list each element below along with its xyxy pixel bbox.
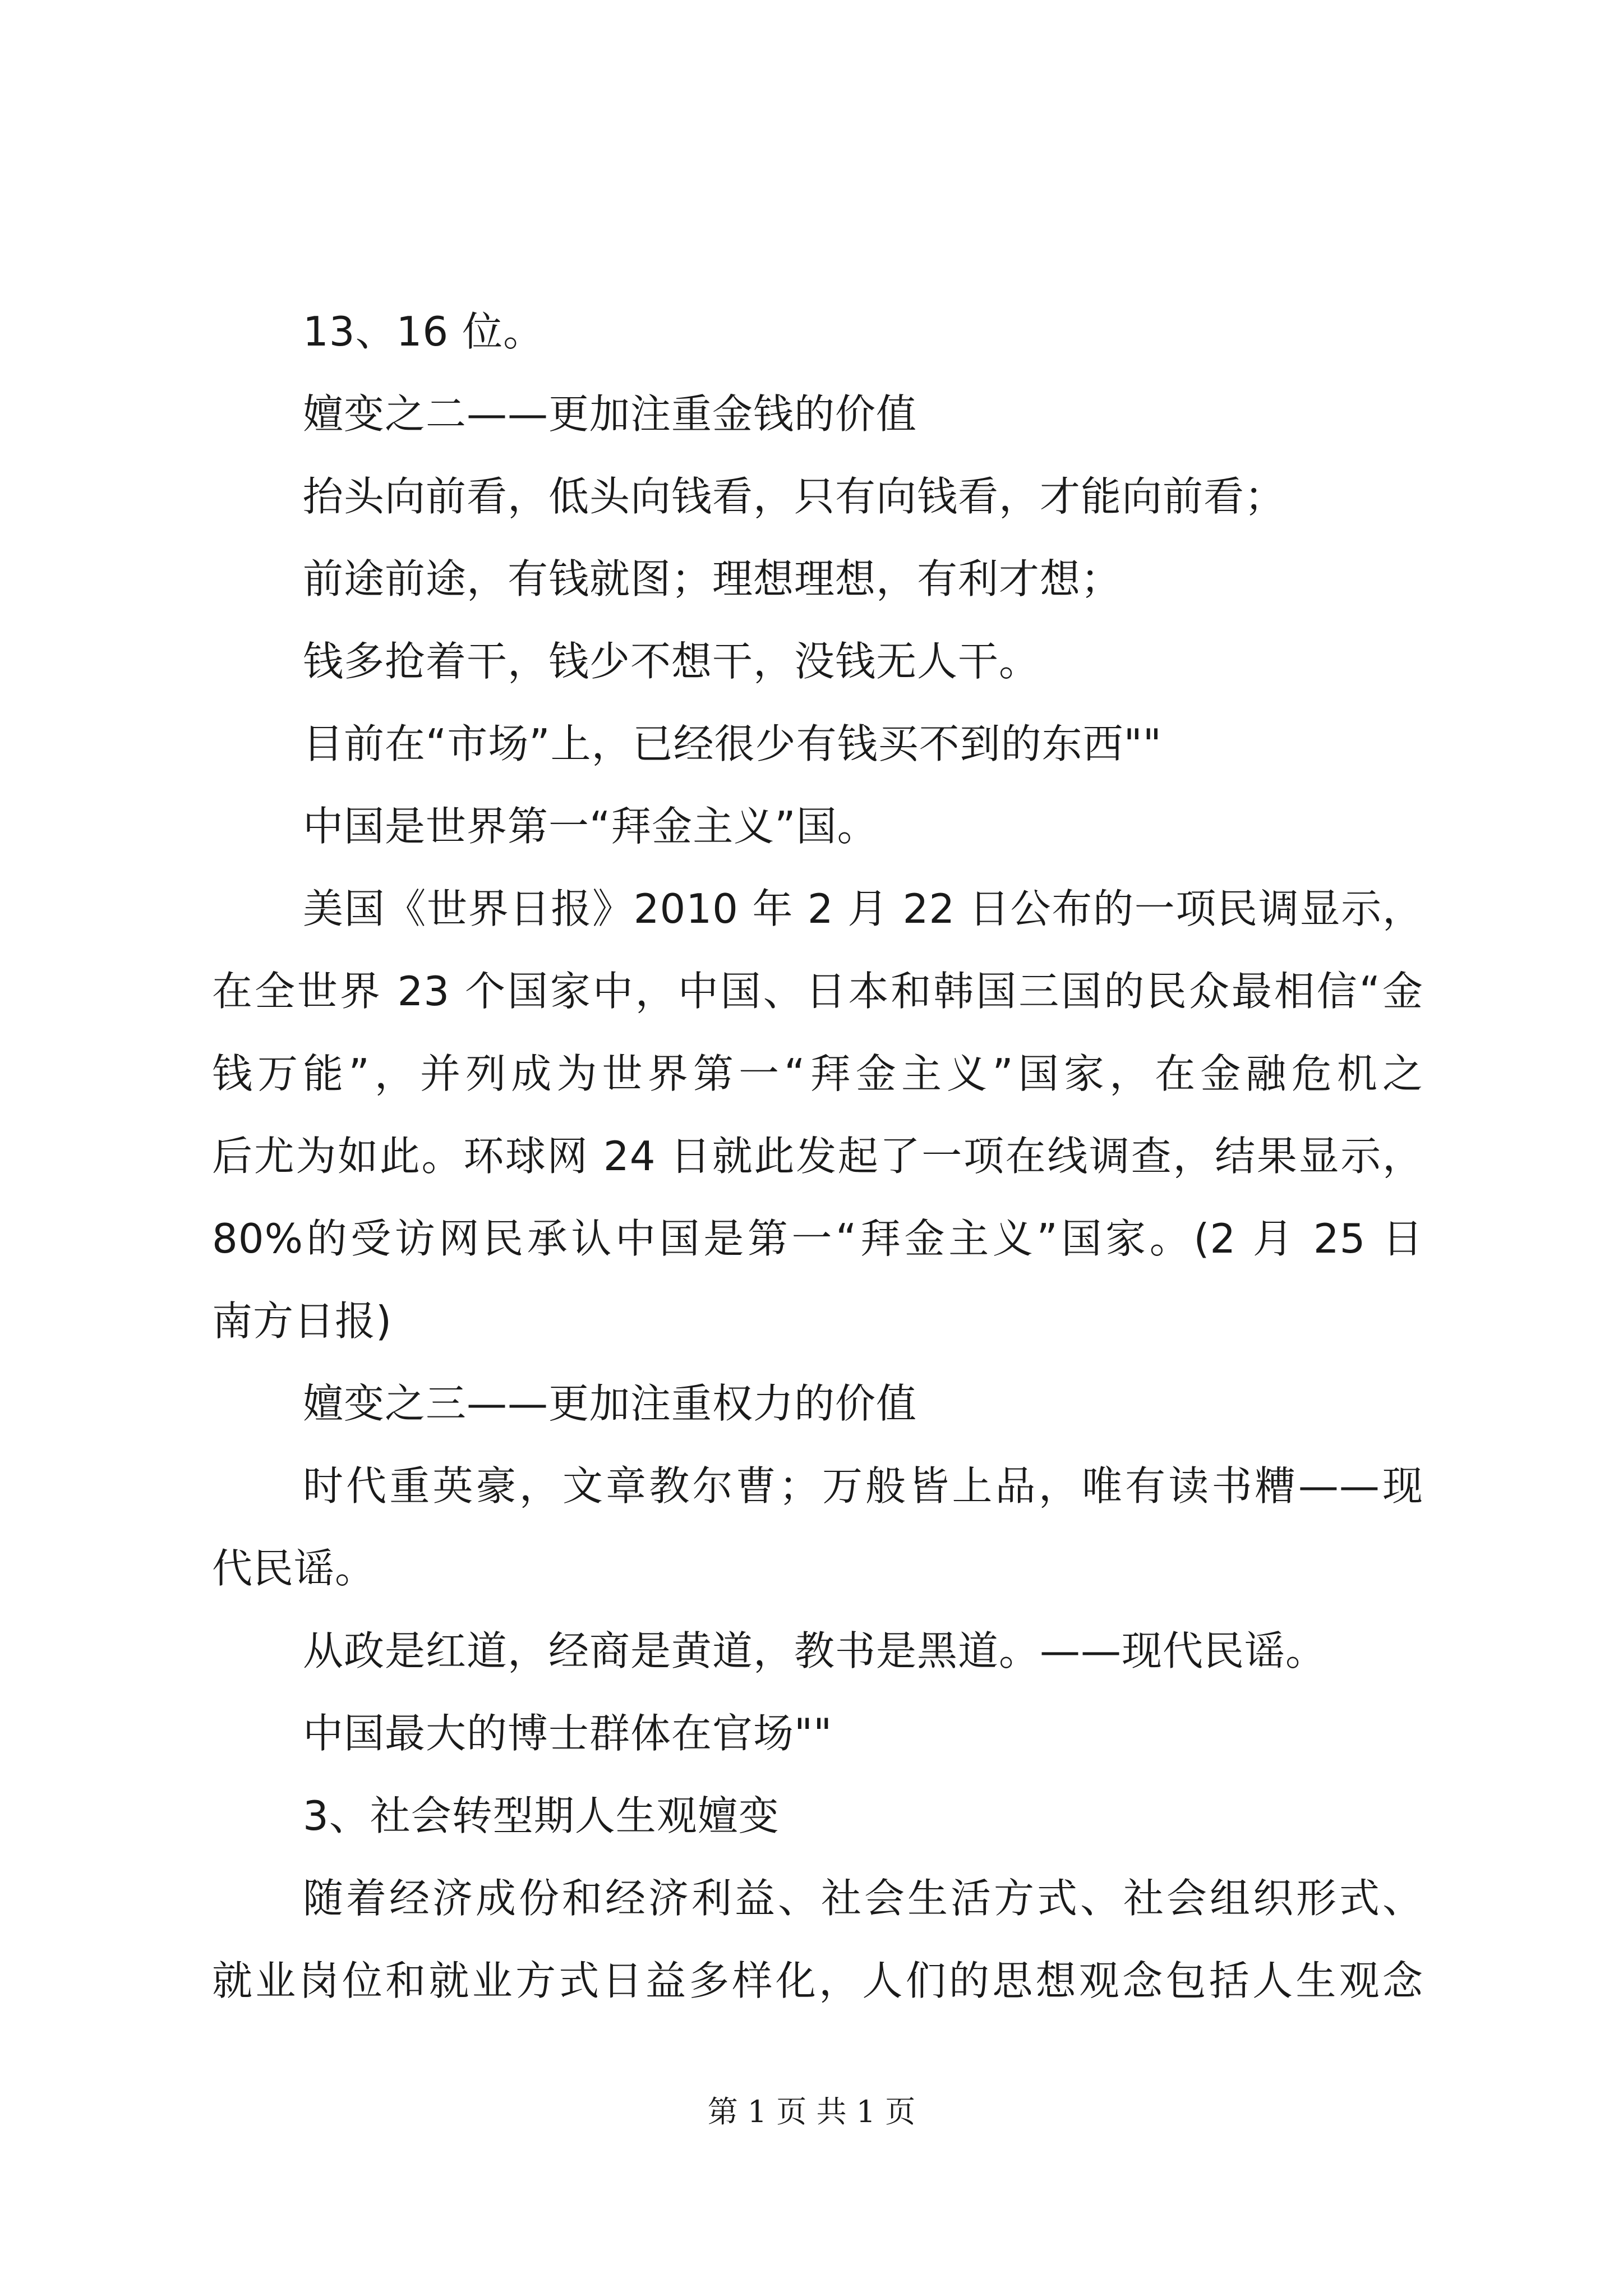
text-line: 随着经济成份和经济利益、社会生活方式、社会组织形式、: [303, 1875, 1423, 1922]
text-line: 时代重英豪，文章教尔曹；万般皆上品，唯有读书糟——现: [303, 1462, 1423, 1510]
section-heading: 嬗变之三——更加注重权力的价值: [303, 1380, 917, 1427]
text-line: 代民谣。: [212, 1545, 376, 1592]
text-line: 在全世界 23 个国家中，中国、日本和韩国三国的民众最相信“金: [212, 968, 1423, 1015]
section-heading: 3、社会转型期人生观嬗变: [303, 1792, 780, 1839]
document-body: [212, 291, 1423, 2022]
text-line: 前途前途，有钱就图；理想理想，有利才想；: [303, 555, 1122, 602]
text-line: 抬头向前看，低头向钱看，只有向钱看，才能向前看；: [303, 473, 1286, 520]
text-line: 13、16 位。: [303, 308, 545, 355]
page-footer: 第 1 页 共 1 页: [707, 2094, 916, 2129]
text-line: 就业岗位和就业方式日益多样化，人们的思想观念包括人生观念: [212, 1957, 1423, 2004]
text-line: 钱多抢着干，钱少不想干，没钱无人干。: [303, 638, 1040, 685]
text-line: 美国《世界日报》2010 年 2 月 22 日公布的一项民调显示，: [303, 885, 1423, 932]
text-line: 钱万能”，并列成为世界第一“拜金主义”国家，在金融危机之: [212, 1050, 1423, 1097]
text-line: 后尤为如此。环球网 24 日就此发起了一项在线调查，结果显示，: [212, 1133, 1423, 1180]
text-line: 南方日报): [212, 1297, 393, 1345]
text-line: 中国最大的博士群体在官场"": [303, 1710, 833, 1757]
text-line: 中国是世界第一“拜金主义”国。: [303, 803, 878, 850]
text-line: 从政是红道，经商是黄道，教书是黑道。——现代民谣。: [303, 1627, 1327, 1674]
text-line: 目前在“市场”上，已经很少有钱买不到的东西"": [303, 720, 1162, 767]
section-heading: 嬗变之二——更加注重金钱的价值: [303, 390, 917, 438]
text-line: 80%的受访网民承认中国是第一“拜金主义”国家。(2 月 25 日: [212, 1215, 1423, 1262]
